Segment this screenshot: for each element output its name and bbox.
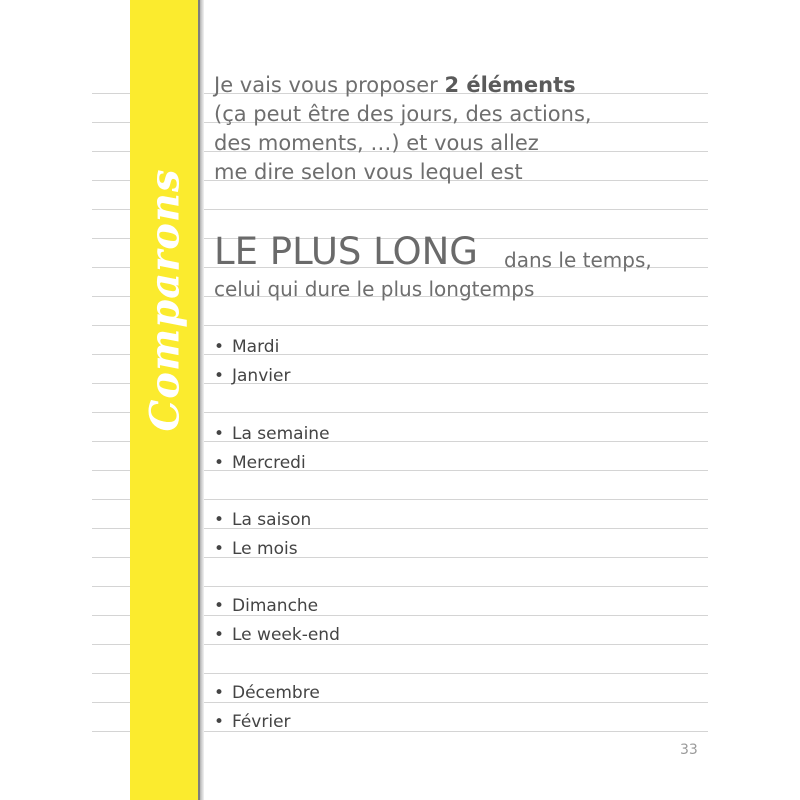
list-item	[214, 452, 306, 474]
intro-line-2: (ça peut être des jours, des actions,	[214, 102, 592, 126]
intro-bold-text: 2 éléments	[444, 73, 576, 97]
bullet-icon: •	[214, 337, 225, 357]
heading-second-line: celui qui dure le plus longtemps	[214, 277, 535, 301]
list-item	[214, 336, 279, 358]
list-item-label: Mardi	[232, 337, 280, 357]
list-item	[214, 711, 291, 733]
list-item	[214, 509, 311, 531]
list-item	[214, 682, 320, 704]
band-edge	[198, 0, 200, 800]
bullet-icon: •	[214, 625, 225, 645]
list-item-label: Décembre	[232, 683, 320, 703]
list-item	[214, 595, 318, 617]
bullet-icon: •	[214, 596, 225, 616]
bullet-icon: •	[214, 424, 225, 444]
page-number: 33	[680, 742, 698, 758]
bullet-icon: •	[214, 712, 225, 732]
heading-rest: dans le temps,	[504, 248, 652, 272]
bullet-icon: •	[214, 683, 225, 703]
list-item-label: Le mois	[232, 539, 298, 559]
list-item	[214, 624, 340, 646]
side-title: Comparons	[141, 168, 189, 432]
intro-line-1	[214, 72, 576, 98]
bullet-icon: •	[214, 510, 225, 530]
list-item-label: Janvier	[232, 366, 291, 386]
heading-big: LE PLUS LONG	[214, 230, 478, 273]
intro-line-3: des moments, …) et vous allez	[214, 131, 539, 155]
list-item-label: Mercredi	[232, 453, 306, 473]
intro-line-1-text: Je vais vous proposer	[214, 73, 445, 97]
list-item-label: Le week-end	[232, 625, 340, 645]
list-item-label: Dimanche	[232, 596, 319, 616]
list-item-label: Février	[232, 712, 291, 732]
list-item-label: La saison	[232, 510, 312, 530]
list-item	[214, 423, 330, 445]
list-item-label: La semaine	[232, 424, 330, 444]
bullet-icon: •	[214, 539, 225, 559]
list-item	[214, 365, 290, 387]
intro-line-4: me dire selon vous lequel est	[214, 160, 523, 184]
list-item	[214, 538, 298, 560]
bullet-icon: •	[214, 453, 225, 473]
bullet-icon: •	[214, 366, 225, 386]
